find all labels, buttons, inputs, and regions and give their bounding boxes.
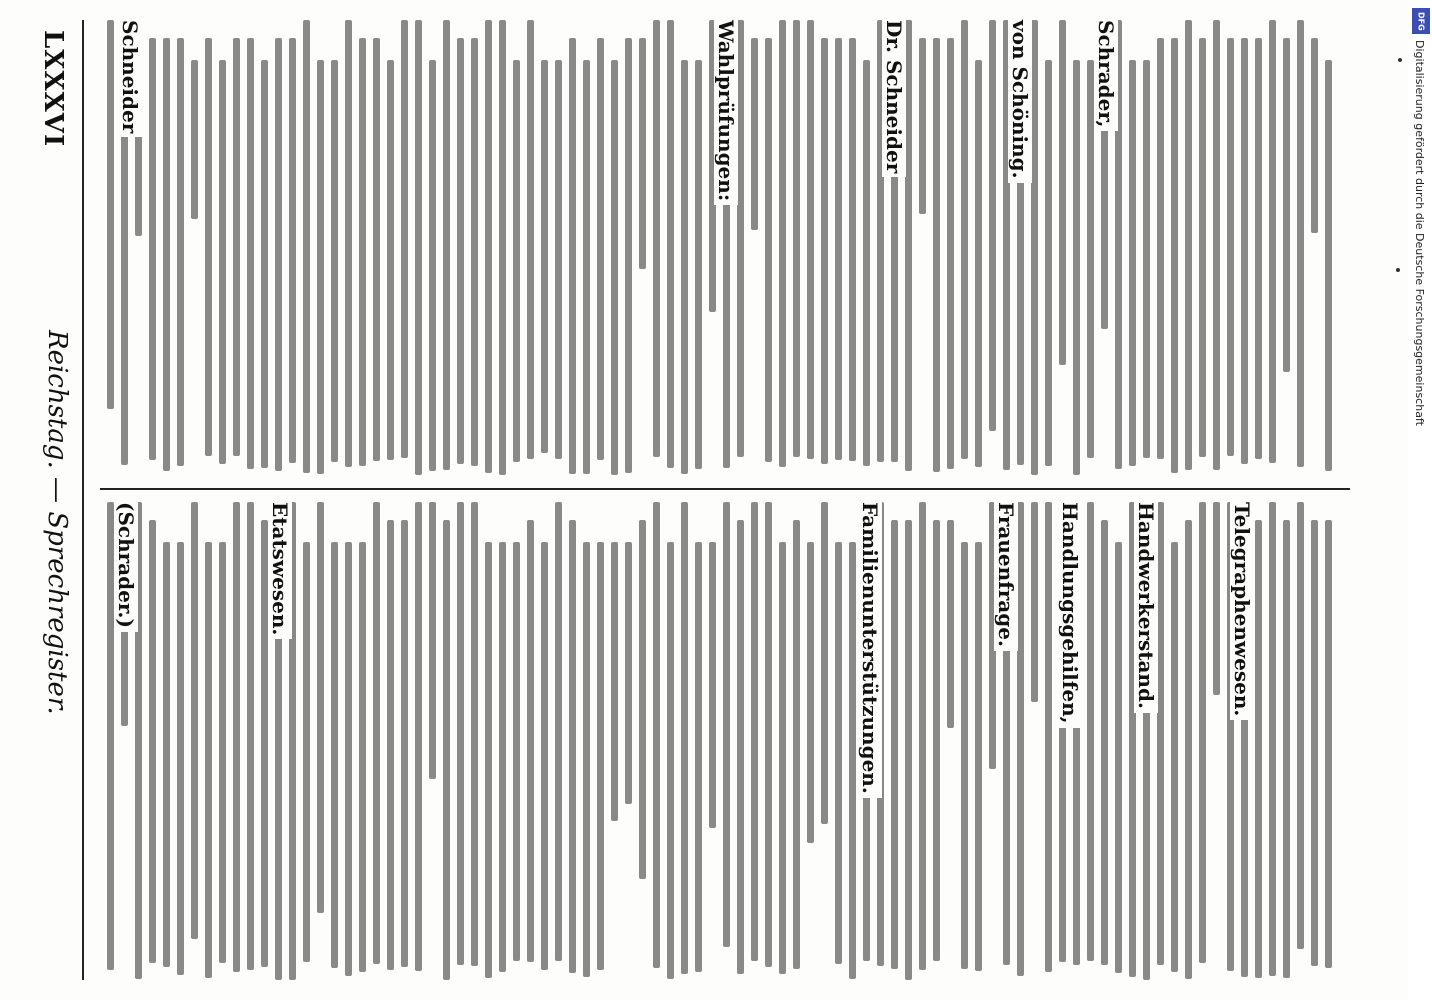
text-line	[821, 38, 828, 464]
text-line	[1213, 502, 1220, 695]
text-line	[765, 38, 772, 462]
text-line	[961, 542, 968, 969]
text-line	[779, 20, 786, 467]
text-line	[387, 520, 394, 970]
text-line	[1283, 520, 1290, 978]
text-line	[1297, 20, 1304, 467]
text-line	[373, 502, 380, 964]
text-line	[1255, 520, 1262, 978]
text-line	[219, 542, 226, 963]
text-line	[233, 502, 240, 972]
headword: Wahlprüfungen:	[714, 20, 738, 205]
text-line	[681, 502, 688, 974]
text-line	[639, 38, 646, 269]
headword: Etatswesen.	[268, 502, 292, 639]
text-line	[555, 60, 562, 459]
text-line	[1101, 520, 1108, 965]
text-line	[261, 60, 268, 468]
text-line	[429, 60, 436, 471]
text-line	[1283, 38, 1290, 372]
text-line	[835, 38, 842, 460]
text-line	[415, 502, 422, 971]
text-line	[919, 502, 926, 970]
text-line	[541, 542, 548, 970]
text-line	[527, 20, 534, 459]
text-line	[569, 38, 576, 474]
text-line	[499, 20, 506, 475]
text-line	[611, 60, 618, 475]
text-line	[485, 20, 492, 473]
text-line	[1059, 20, 1066, 365]
text-line	[177, 38, 184, 466]
text-line	[1129, 60, 1136, 466]
text-line	[345, 20, 352, 467]
text-line	[1017, 502, 1024, 976]
text-line	[737, 20, 744, 457]
text-line	[597, 542, 604, 970]
text-line	[709, 542, 716, 828]
text-line	[205, 38, 212, 456]
text-line	[1213, 20, 1220, 470]
text-line	[401, 20, 408, 458]
text-line	[625, 38, 632, 473]
text-line	[247, 38, 254, 469]
text-line	[275, 38, 282, 471]
text-line	[443, 520, 450, 980]
headword: Dr. Schneider	[882, 20, 906, 177]
text-line	[891, 520, 898, 969]
text-line	[233, 38, 240, 456]
text-line	[597, 38, 604, 460]
text-line	[331, 542, 338, 968]
text-line	[331, 60, 338, 462]
text-line	[527, 520, 534, 962]
text-line	[989, 20, 996, 431]
text-line	[1227, 38, 1234, 456]
left-column	[100, 20, 1350, 475]
text-line	[191, 502, 198, 939]
text-line	[835, 542, 842, 964]
text-line	[107, 20, 114, 409]
text-line	[1031, 502, 1038, 702]
text-line	[317, 502, 324, 913]
text-line	[1185, 520, 1192, 979]
text-line	[1073, 60, 1080, 475]
text-line	[1269, 20, 1276, 463]
text-line	[947, 38, 954, 469]
text-line	[163, 542, 170, 967]
column-divider	[100, 488, 1350, 490]
text-line	[863, 60, 870, 466]
text-line	[975, 60, 982, 467]
headword: Schrader,	[1094, 20, 1118, 131]
text-line	[373, 38, 380, 461]
text-line	[387, 60, 394, 460]
dfg-logo: DFG	[1412, 8, 1430, 34]
text-line	[1143, 60, 1150, 458]
text-line	[541, 60, 548, 453]
text-line	[807, 542, 814, 843]
text-line	[1185, 20, 1192, 470]
text-line	[1157, 502, 1164, 965]
text-line	[471, 38, 478, 466]
text-line	[1325, 520, 1332, 968]
text-line	[905, 20, 912, 471]
text-line	[933, 38, 940, 472]
headword: von Schöning.	[1008, 20, 1032, 183]
header-rule	[82, 20, 84, 980]
text-line	[639, 520, 646, 879]
running-head: Reichstag. — Sprechregister.	[42, 330, 72, 715]
text-line	[471, 502, 478, 966]
text-line	[219, 60, 226, 464]
text-line	[317, 60, 324, 474]
text-line	[457, 502, 464, 965]
text-line	[289, 38, 296, 463]
text-line	[149, 38, 156, 460]
text-line	[163, 38, 170, 471]
text-line	[905, 520, 912, 980]
text-line	[1031, 20, 1038, 475]
text-line	[1171, 38, 1178, 473]
text-line	[1045, 60, 1052, 466]
text-line	[975, 542, 982, 971]
text-line	[723, 502, 730, 947]
text-line	[191, 60, 198, 219]
text-line	[1115, 542, 1122, 973]
headword: Telegraphenwesen.	[1230, 502, 1254, 720]
text-line	[779, 542, 786, 974]
text-line	[443, 20, 450, 470]
text-line	[849, 38, 856, 461]
text-line	[1297, 502, 1304, 949]
text-line	[1269, 502, 1276, 976]
right-column	[100, 502, 1350, 980]
text-line	[1199, 502, 1206, 963]
text-line	[499, 542, 506, 972]
text-line	[303, 20, 310, 473]
text-line	[793, 520, 800, 969]
text-line	[513, 60, 520, 462]
text-line	[919, 38, 926, 214]
text-line	[555, 502, 562, 961]
text-line	[625, 542, 632, 804]
text-line	[247, 502, 254, 970]
text-line	[513, 542, 520, 961]
speck	[1396, 268, 1400, 272]
text-line	[177, 542, 184, 975]
headword: Frauenfrage.	[994, 502, 1018, 651]
text-line	[1045, 502, 1052, 972]
headword: Handlungsgehilfen,	[1058, 502, 1082, 728]
text-line	[415, 20, 422, 475]
text-line	[653, 20, 660, 457]
text-line	[1311, 520, 1318, 966]
text-line	[1311, 38, 1318, 233]
text-line	[695, 542, 702, 972]
text-line	[457, 38, 464, 464]
text-line	[569, 520, 576, 973]
text-line	[807, 20, 814, 459]
text-line	[667, 542, 674, 979]
text-line	[1199, 38, 1206, 457]
text-line	[345, 542, 352, 976]
text-line	[1241, 38, 1248, 464]
sidebar	[1410, 0, 1432, 1000]
text-line	[485, 542, 492, 978]
text-line	[1255, 38, 1262, 459]
text-line	[821, 502, 828, 824]
text-line	[793, 20, 800, 457]
text-line	[933, 520, 940, 961]
headword: (Schrader.)	[114, 502, 138, 632]
text-line	[401, 520, 408, 967]
page-number: LXXXVI	[38, 30, 68, 148]
text-line	[1157, 38, 1164, 459]
text-line	[695, 60, 702, 469]
text-line	[961, 20, 968, 459]
text-line	[107, 502, 114, 970]
text-line	[303, 542, 310, 962]
text-line	[751, 502, 758, 961]
text-line	[429, 502, 436, 779]
text-line	[1087, 60, 1094, 458]
text-line	[261, 520, 268, 967]
headword: Schneider	[118, 20, 142, 137]
text-line	[653, 502, 660, 968]
text-line	[681, 60, 688, 474]
text-line	[359, 38, 366, 466]
text-line	[1087, 502, 1094, 961]
text-line	[149, 520, 156, 963]
headword: Familienunterstützungen.	[858, 502, 882, 798]
text-line	[359, 542, 366, 972]
speck	[1398, 58, 1402, 62]
text-line	[1325, 60, 1332, 471]
text-line	[1171, 542, 1178, 972]
text-line	[765, 502, 772, 967]
text-line	[737, 520, 744, 974]
text-line	[583, 60, 590, 474]
text-line	[947, 520, 954, 728]
text-line	[205, 542, 212, 978]
headword: Handwerkerstand.	[1134, 502, 1158, 713]
text-line	[751, 38, 758, 230]
dfg-notice: Digitalisierung gefördert durch die Deutsche Forschungsgemeinschaft	[1413, 40, 1426, 426]
text-line	[611, 542, 618, 821]
text-line	[849, 542, 856, 979]
text-line	[583, 542, 590, 977]
text-line	[667, 20, 674, 468]
